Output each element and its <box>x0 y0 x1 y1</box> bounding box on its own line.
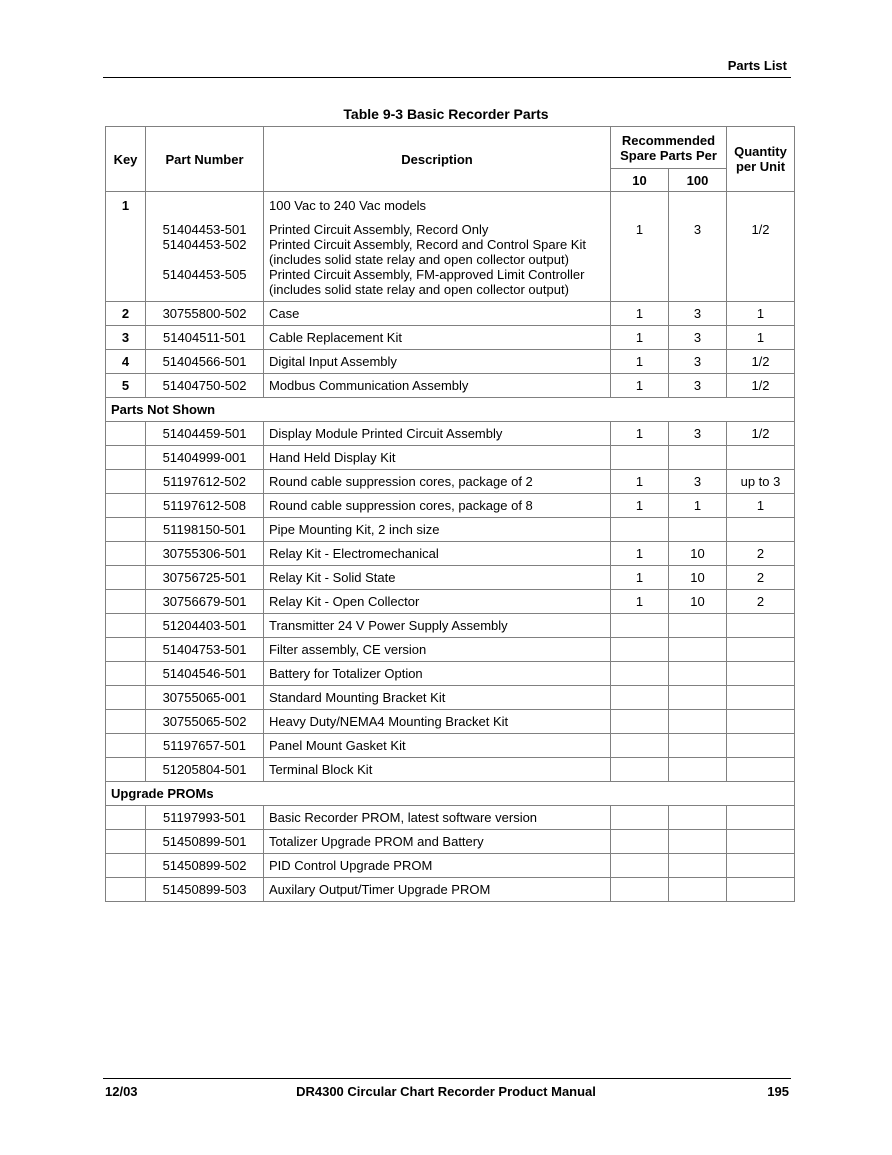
header-recommended-line2: Spare Parts Per <box>620 147 717 163</box>
not-shown-section <box>106 398 795 422</box>
part-number-cell: 30755065-001 <box>146 686 264 710</box>
part-number-cell: 51404999-001 <box>146 446 264 470</box>
section-title-upgrade-proms: Upgrade PROMs <box>106 782 795 806</box>
header-quantity-line1: Quantity <box>734 144 787 159</box>
part-number-cell: 51404750-502 <box>146 374 264 398</box>
key-cell <box>106 734 146 758</box>
part-number-cell: 51404546-501 <box>146 662 264 686</box>
table-row <box>106 590 795 614</box>
part-number-a: 51404453-501 <box>162 222 247 237</box>
key-cell: 1 <box>106 192 146 302</box>
description-cell: Panel Mount Gasket Kit <box>264 734 611 758</box>
description-cell: Relay Kit - Open Collector <box>264 590 611 614</box>
table-row <box>106 806 795 830</box>
table-row <box>106 614 795 638</box>
table-row <box>106 878 795 902</box>
part-number-cell: 51404511-501 <box>146 326 264 350</box>
footer-date: 12/03 <box>105 1084 138 1099</box>
section-title-parts-not-shown: Parts Not Shown <box>106 398 795 422</box>
header-recommended-line1: Recommended <box>621 132 716 148</box>
part-number-cell: 30756679-501 <box>146 590 264 614</box>
per-10-cell: 1 <box>611 374 669 398</box>
key-cell <box>106 422 146 446</box>
per-10-cell: 1 <box>611 350 669 374</box>
key-cell: 5 <box>106 374 146 398</box>
table-row <box>106 302 795 326</box>
quantity-cell <box>727 614 795 638</box>
quantity-cell: 2 <box>727 566 795 590</box>
per-10-cell: 1 <box>611 192 669 302</box>
quantity-cell: 1/2 <box>727 192 795 302</box>
quantity-cell: 1/2 <box>727 422 795 446</box>
key-cell <box>106 878 146 902</box>
part-number-cell: 51197993-501 <box>146 806 264 830</box>
per-100-cell <box>669 854 727 878</box>
section-row-parts-not-shown <box>106 398 795 422</box>
part-number-cell <box>146 192 264 302</box>
quantity-cell: 1 <box>727 494 795 518</box>
key-cell <box>106 542 146 566</box>
description-b-line1: Printed Circuit Assembly, Record and Control Spare Kit <box>269 237 586 252</box>
key-cell <box>106 614 146 638</box>
key-cell <box>106 590 146 614</box>
per-100-cell: 3 <box>669 302 727 326</box>
per-100-cell: 10 <box>669 542 727 566</box>
table-row <box>106 710 795 734</box>
description-cell: Display Module Printed Circuit Assembly <box>264 422 611 446</box>
per-100-cell <box>669 686 727 710</box>
section-header-title: Parts List <box>727 58 787 73</box>
table-row <box>106 854 795 878</box>
quantity-cell: 2 <box>727 590 795 614</box>
quantity-cell: up to 3 <box>727 470 795 494</box>
table-caption: Table 9-3 Basic Recorder Parts <box>343 106 549 122</box>
part-number-cell: 30756725-501 <box>146 566 264 590</box>
part-number-cell: 51450899-502 <box>146 854 264 878</box>
key-cell <box>106 710 146 734</box>
key-cell <box>106 470 146 494</box>
quantity-cell <box>727 758 795 782</box>
per-100-cell <box>669 638 727 662</box>
part-number-cell: 51404459-501 <box>146 422 264 446</box>
per-100-cell: 3 <box>669 192 727 302</box>
description-cell: Relay Kit - Solid State <box>264 566 611 590</box>
per-100-cell <box>669 758 727 782</box>
per-100-cell <box>669 614 727 638</box>
per-100-cell <box>669 878 727 902</box>
description-c-line1: Printed Circuit Assembly, FM-approved Limit Controller <box>269 267 585 282</box>
header-description: Description <box>264 127 611 192</box>
description-cell: Standard Mounting Bracket Kit <box>264 686 611 710</box>
per-100-cell <box>669 518 727 542</box>
part-number-b: 51404453-502 <box>162 237 247 252</box>
per-10-cell: 1 <box>611 326 669 350</box>
part-number-cell: 30755065-502 <box>146 710 264 734</box>
part-number-cell: 30755306-501 <box>146 542 264 566</box>
upgrade-rows <box>106 806 795 902</box>
key-cell <box>106 566 146 590</box>
per-100-cell: 3 <box>669 422 727 446</box>
table-row <box>106 422 795 446</box>
description-cell: Battery for Totalizer Option <box>264 662 611 686</box>
header-key: Key <box>106 127 146 192</box>
description-cell: Round cable suppression cores, package of 2 <box>264 470 611 494</box>
quantity-cell <box>727 638 795 662</box>
table-row <box>106 326 795 350</box>
per-10-cell <box>611 854 669 878</box>
header-per-100: 100 <box>669 169 727 192</box>
quantity-cell <box>727 686 795 710</box>
per-100-cell <box>669 830 727 854</box>
description-cell: Filter assembly, CE version <box>264 638 611 662</box>
per-10-cell <box>611 614 669 638</box>
header-quantity <box>727 127 795 192</box>
table-row <box>106 518 795 542</box>
table-row <box>106 350 795 374</box>
parts-table <box>105 126 795 902</box>
per-100-cell: 3 <box>669 326 727 350</box>
per-10-cell <box>611 830 669 854</box>
quantity-cell <box>727 662 795 686</box>
key-cell <box>106 638 146 662</box>
per-10-cell <box>611 710 669 734</box>
per-10-cell <box>611 806 669 830</box>
part-number-cell: 51198150-501 <box>146 518 264 542</box>
description-cell <box>264 192 611 302</box>
quantity-cell: 1/2 <box>727 374 795 398</box>
quantity-cell: 2 <box>727 542 795 566</box>
per-100-cell: 3 <box>669 374 727 398</box>
footer-rule <box>103 1078 791 1079</box>
key-cell <box>106 758 146 782</box>
per-100-cell: 3 <box>669 470 727 494</box>
per-10-cell <box>611 662 669 686</box>
description-cell: Totalizer Upgrade PROM and Battery <box>264 830 611 854</box>
per-100-cell <box>669 734 727 758</box>
part-number-cell: 51204403-501 <box>146 614 264 638</box>
per-100-cell: 3 <box>669 350 727 374</box>
footer-page-number: 195 <box>767 1084 789 1099</box>
quantity-cell <box>727 806 795 830</box>
quantity-cell: 1 <box>727 302 795 326</box>
description-c-line2: (includes solid state relay and open collector output) <box>269 282 569 297</box>
table-row <box>106 374 795 398</box>
upgrade-section <box>106 782 795 806</box>
section-row-upgrade-proms <box>106 782 795 806</box>
key-cell <box>106 854 146 878</box>
table-row-key-1 <box>106 192 795 302</box>
quantity-cell: 1 <box>727 326 795 350</box>
per-100-cell: 10 <box>669 566 727 590</box>
description-a: Printed Circuit Assembly, Record Only <box>269 222 489 237</box>
part-number-cell: 30755800-502 <box>146 302 264 326</box>
per-100-cell <box>669 806 727 830</box>
header-part-number: Part Number <box>146 127 264 192</box>
models-note: 100 Vac to 240 Vac models <box>269 198 427 213</box>
key-cell <box>106 446 146 470</box>
header-quantity-line2: per Unit <box>735 159 786 174</box>
key-cell <box>106 830 146 854</box>
quantity-cell <box>727 734 795 758</box>
part-number-cell: 51197612-502 <box>146 470 264 494</box>
part-number-c: 51404453-505 <box>162 267 247 282</box>
per-10-cell: 1 <box>611 542 669 566</box>
per-100-cell <box>669 446 727 470</box>
quantity-cell <box>727 710 795 734</box>
per-10-cell <box>611 638 669 662</box>
description-cell: Hand Held Display Kit <box>264 446 611 470</box>
parts-table-body <box>106 192 795 302</box>
per-10-cell: 1 <box>611 566 669 590</box>
description-cell: Case <box>264 302 611 326</box>
table-row <box>106 758 795 782</box>
description-cell: Digital Input Assembly <box>264 350 611 374</box>
header-per-10: 10 <box>611 169 669 192</box>
description-cell: Modbus Communication Assembly <box>264 374 611 398</box>
header-recommended-spare <box>611 127 727 169</box>
per-100-cell: 10 <box>669 590 727 614</box>
part-number-cell: 51450899-501 <box>146 830 264 854</box>
per-10-cell <box>611 878 669 902</box>
key-cell: 2 <box>106 302 146 326</box>
quantity-cell <box>727 446 795 470</box>
description-cell: Terminal Block Kit <box>264 758 611 782</box>
per-10-cell <box>611 518 669 542</box>
description-cell: Basic Recorder PROM, latest software version <box>264 806 611 830</box>
key-cell <box>106 686 146 710</box>
part-number-cell: 51197612-508 <box>146 494 264 518</box>
description-cell: Heavy Duty/NEMA4 Mounting Bracket Kit <box>264 710 611 734</box>
table-row <box>106 686 795 710</box>
table-row <box>106 446 795 470</box>
part-number-cell: 51205804-501 <box>146 758 264 782</box>
key-cell: 4 <box>106 350 146 374</box>
table-row <box>106 566 795 590</box>
per-10-cell <box>611 758 669 782</box>
footer-manual-title: DR4300 Circular Chart Recorder Product Manual <box>296 1084 596 1099</box>
not-shown-rows <box>106 422 795 782</box>
key-cell <box>106 494 146 518</box>
header-rule <box>103 77 791 78</box>
part-number-cell: 51404753-501 <box>146 638 264 662</box>
part-number-cell: 51197657-501 <box>146 734 264 758</box>
key-cell <box>106 662 146 686</box>
description-b-line2: (includes solid state relay and open collector output) <box>269 252 569 267</box>
table-row <box>106 638 795 662</box>
description-cell: Transmitter 24 V Power Supply Assembly <box>264 614 611 638</box>
table-row <box>106 662 795 686</box>
table-row <box>106 494 795 518</box>
table-row <box>106 830 795 854</box>
per-10-cell: 1 <box>611 494 669 518</box>
table-row <box>106 734 795 758</box>
per-10-cell: 1 <box>611 470 669 494</box>
per-10-cell: 1 <box>611 422 669 446</box>
description-cell: Relay Kit - Electromechanical <box>264 542 611 566</box>
per-10-cell <box>611 734 669 758</box>
per-100-cell: 1 <box>669 494 727 518</box>
part-number-cell: 51450899-503 <box>146 878 264 902</box>
per-100-cell <box>669 710 727 734</box>
quantity-cell <box>727 830 795 854</box>
key-cell <box>106 518 146 542</box>
quantity-cell <box>727 854 795 878</box>
key-cell: 3 <box>106 326 146 350</box>
per-100-cell <box>669 662 727 686</box>
description-cell: PID Control Upgrade PROM <box>264 854 611 878</box>
table-row <box>106 542 795 566</box>
description-cell: Pipe Mounting Kit, 2 inch size <box>264 518 611 542</box>
quantity-cell <box>727 878 795 902</box>
description-cell: Round cable suppression cores, package of 8 <box>264 494 611 518</box>
per-10-cell: 1 <box>611 302 669 326</box>
part-number-cell: 51404566-501 <box>146 350 264 374</box>
per-10-cell: 1 <box>611 590 669 614</box>
description-cell: Cable Replacement Kit <box>264 326 611 350</box>
quantity-cell <box>727 518 795 542</box>
keyed-rows <box>106 302 795 398</box>
key-cell <box>106 806 146 830</box>
per-10-cell <box>611 446 669 470</box>
per-10-cell <box>611 686 669 710</box>
table-row <box>106 470 795 494</box>
quantity-cell: 1/2 <box>727 350 795 374</box>
description-cell: Auxilary Output/Timer Upgrade PROM <box>264 878 611 902</box>
